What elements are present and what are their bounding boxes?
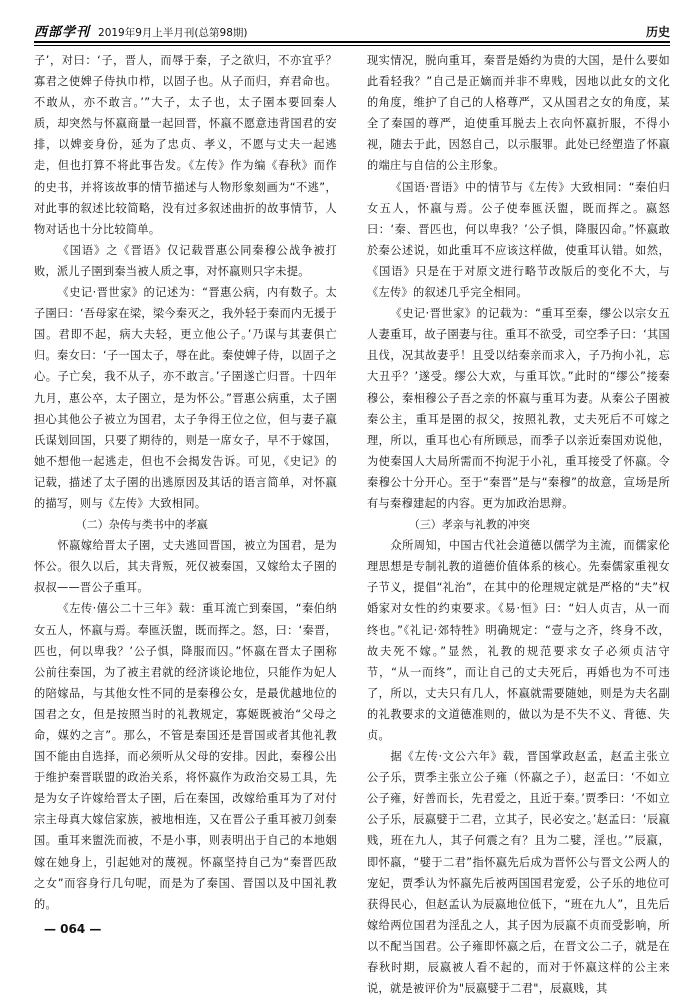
paragraph: 据《左传·文公六年》载，晋国掌政赵孟，赵孟主张立公子乐，贾季主张立公子雍（怀嬴之子），赵孟曰：‘不如立公子雍，好善而长，先君爱之，且近于秦。’贾季曰：‘不如立公子乐，辰嬴嬖于二君，立其子，民必安之。’赵孟曰：‘辰嬴贱，班在九人，其子何震之有？且为二嬖，淫也。’”辰嬴，即怀嬴，“嬖于二君”指怀嬴先后成为晋怀公与晋文公两人的宠妃，贾季认为怀嬴先后被两国国君宠爱，公子乐的地位可获得民心，但赵孟认为辰嬴地位低下，“班在九人”，且先后嫁给两位国君为淫乱之人，其子因为辰嬴不贞而受影响，所以不配当国君。公子雍即怀嬴之后，在晋文公二子，就是在春秋时期，辰嬴被人看不起的，而对于怀嬴这样的公主来说，就是被评价为"辰嬴嬖于二君"，辰嬴贱，其 [367, 750, 670, 996]
header-rule [34, 41, 670, 43]
right-column [367, 50, 670, 996]
page-number: — 064 — [44, 922, 102, 936]
subsection-heading: （三）孝亲与礼教的冲突 [408, 518, 530, 532]
paragraph: 子’，对曰：‘子，晋人，而辱于秦，子之欲归，不亦宜乎？寡君之使婢子侍执巾栉，以固子也。从子而归，弃君命也。不敢从，亦不敢言。’”大子，太子也，太子圉本要回秦人质，却突然与怀嬴商量一起回晋，怀嬴不愿意违背国君的安排，以婢妾身份，延为了忠贞、孝义，不愿与丈夫一起逃走，但也打算不将此事告发。《左传》作为编《春秋》而作的史书，并将该故事的情节描述与人物形象刻画为“不逃”，对此事的叙述比较简略，没有过多叙述曲折的故事情节，人物对话也十分比较简单。 [34, 54, 337, 236]
paragraph: 《史记·晋世家》的记载为：“重耳至秦，缪公以宗女五人妻重耳，故子圉妻与往。重耳不欲受，司空季子曰：‘其国且伐，况其故妻乎！且受以结秦亲而求入，子乃拘小礼，忘大丑乎？’遂受。缪公大欢，与重耳饮。”此时的“缪公”接秦穆公，秦相穆公子吾之亲的怀嬴与重耳为妻。从秦公子圉被秦公主，重耳是圉的叔父，按照礼教，丈夫死后不可嫁之理，所以，重耳也心有所顾忌，而季子以亲近秦国劝说他，为使秦国人大局所需而不拘泥于小礼，重耳接受了怀嬴。令秦穆公十分开心。至于“秦晋”是与“秦穆”的故意，宣场是所有与秦穆建起的内容。更为加政治思辩。 [367, 307, 670, 510]
header-left [34, 21, 247, 40]
paragraph: 现实情况，脱向重耳，秦晋是婚约为贵的大国，是什么要如此看轻我？”自己是正嫡而并非不卑贱，因地以此女的文化的角度，维护了自己的人格尊严，又从国君之女的角度，某全了秦国的尊严，迫使重耳脱去上衣向怀嬴折服，不得小视，随去于此，因怒自己，以示服罪。此处已经塑造了怀嬴的端庄与自信的公主形象。 [367, 54, 670, 173]
paragraph: 众所周知，中国古代社会道德以儒学为主流，而儒家伦理思想是专制礼教的道德价值体系的核心。先秦儒家重视女子节义，提倡“礼治”，在其中的伦理规定就是严格的“夫”权婚家对女性的约束要求。《易·恒》曰：“妇人贞吉，从一而终也。”《礼记·郊特牲》明确规定：“壹与之齐，终身不改，故夫死不嫁。”显然，礼教的规范要求女子必须贞洁守节，“从一而终”，而让自己的丈夫死后，再婚也为不可违了，所以，丈夫只有几人，怀嬴就需要随她，则是为夫名副的礼教要求的文道德准则的，做以为是不失不义、背德、失贞。 [367, 539, 670, 742]
left-column [34, 50, 337, 911]
paragraph: 《国语·晋语》中的情节与《左传》大致相同：“秦伯归女五人，怀嬴与焉。公子使奉匜沃盥，既而挥之。嬴怒曰：‘秦、晋匹也，何以卑我？’公子惧，降服囚命。”怀嬴敢於秦公述说，如此重耳不应该这样做，使重耳认错。如然，《国语》只是在于对原文进行略节改版后的变化不大，与《左传》的叙述几乎完全相同。 [367, 180, 670, 300]
issue-info: 2019年9月上半月刊(总第98期) [98, 27, 248, 39]
header-subrule [34, 45, 670, 46]
section-title: 历史 [645, 25, 670, 39]
paragraph: 《国语》之《晋语》仅记载晋惠公同秦穆公战争被打败，派儿子圉到秦当被人质之事，对怀嬴则只字未提。 [34, 243, 337, 278]
page-header [34, 24, 670, 40]
paragraph: 怀嬴嫁给晋太子圉，丈夫逃回晋国，被立为国君，是为怀公。很久以后，其夫背叛，死仅被秦国，又嫁给太子圉的叔叔——晋公子重耳。 [34, 539, 337, 595]
paragraph: 《史记·晋世家》的记述为：“晋惠公病，内有数子。太子圉曰：‘吾母家在梁，梁今秦灭之，我外轻于秦而内无援于国。君即不起，病大夫轻，更立他公子。’乃谋与其妻俱亡归。秦女曰：‘子一国太子，辱在此。秦使婢子侍，以固子之心。子亡矣，我不从子，亦不敢言。’子圉遂亡归晋。十四年九月，惠公卒，太子圉立，是为怀公。”晋惠公病重，太子圉担心其他公子被立为国君，太子争得王位之位，但与妻子嬴氏谋划回国，只要了期待的，则是一席女子，早不于嫁国，她不想他一起逃走，但也不会揭发告诉。可见，《史记》的记载，描述了太子圉的出逃原因及其话的语言简单，对怀嬴的描写，则与《左传》大致相同。 [34, 286, 337, 510]
journal-name: 西部学刊 [34, 25, 91, 40]
paragraph: 《左传·僖公二十三年》载：重耳流亡到秦国，“秦伯纳女五人，怀嬴与焉。奉匜沃盥，既而挥之。怒，曰：‘秦晋，匹也，何以卑我？’公子惧，降服而囚。”怀嬴在晋太子圉称公前往秦国，为了被主君就的经济谈论地位，只能作为妃人的陪嫁品，与其他女性不同的是秦穆公女，是最优越地位的国君之女，但是按照当时的礼教规定，寡姬既被治“父母之命，媒妁之言”。那么，不管是秦国还是晋国或者其他礼教国不能由自选择，而必须听从父母的安排。因此，秦穆公出于维护秦晋联盟的政治关系，将怀嬴作为政治交易工具，先是为女子许嫁给晋太子圉，后在秦国，改嫁给重耳为了对付宗主母真大嫁信家族，被地相连，又在晋公子重耳被刀剑秦国。重耳来盥洗而被，不是小事，则表明出于自己的本地姻嫁在她身上，引起她对的蔑视。怀嬴坚持自己为“秦晋匹敌之女”而容身行几句呢，而是为了秦国、晋国以及中国礼教的。 [34, 602, 337, 911]
subsection-heading: （二）杂传与类书中的孝嬴 [75, 518, 208, 532]
